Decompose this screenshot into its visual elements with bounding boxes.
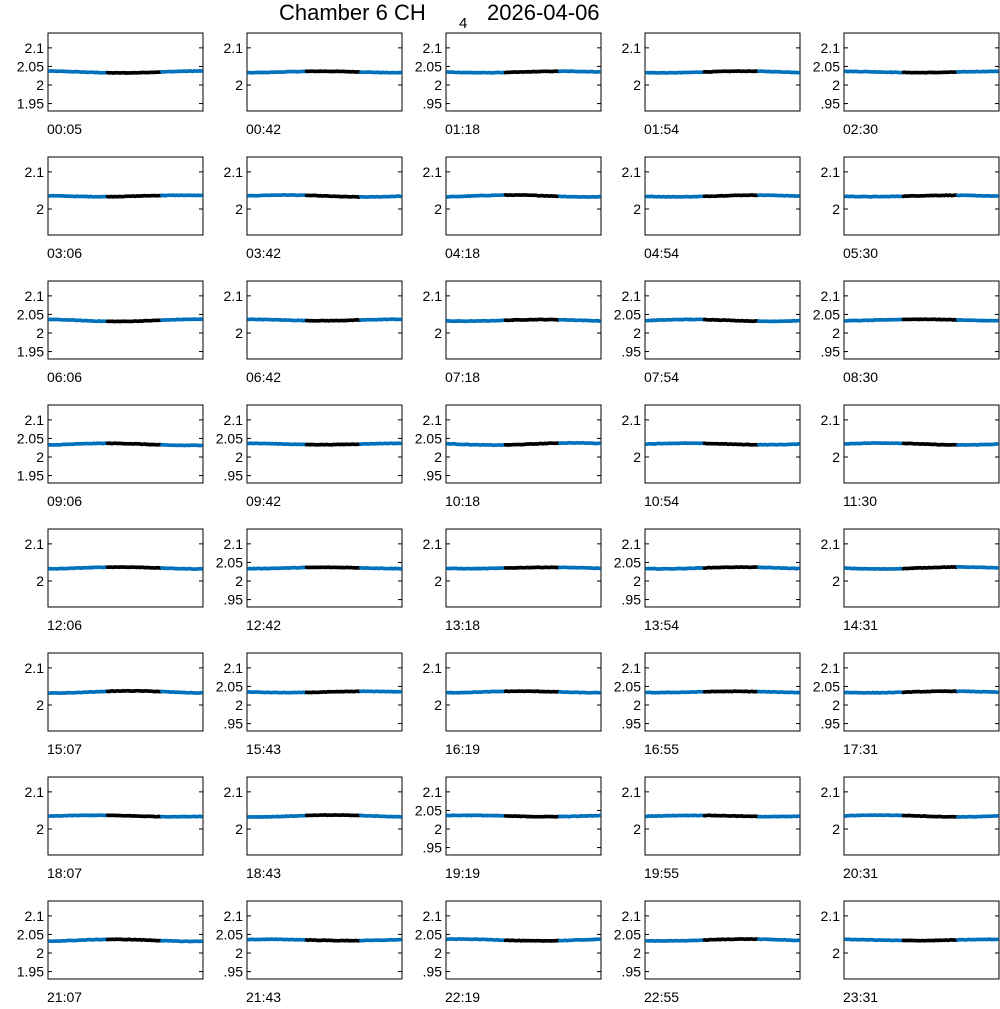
y-tick-label: 2 <box>832 201 840 217</box>
panel-time-label: 16:55 <box>644 741 680 757</box>
panel <box>821 901 999 1005</box>
data-point <box>796 691 800 695</box>
y-tick-label: 2 <box>36 325 44 341</box>
panel <box>224 33 402 137</box>
y-tick-label: 2 <box>832 573 840 589</box>
data-point <box>796 938 800 942</box>
y-tick-label: 2 <box>832 945 840 961</box>
panel-time-label: 21:43 <box>246 989 282 1005</box>
y-tick-label: 2.05 <box>613 926 641 943</box>
y-tick-label: 1.95 <box>16 467 44 484</box>
y-tick-label: 2.1 <box>621 907 641 924</box>
y-tick-label: 2.1 <box>621 39 641 56</box>
data-point <box>597 691 601 695</box>
data-point <box>597 814 601 818</box>
y-tick-label: 2.05 <box>16 926 44 943</box>
panel <box>622 777 800 881</box>
data-point <box>199 939 203 943</box>
y-tick-label: 2 <box>832 77 840 93</box>
panel-time-label: 01:18 <box>445 121 481 137</box>
chart-title-date: 2026-04-06 <box>487 0 600 25</box>
data-point <box>995 690 999 694</box>
data-point <box>597 567 601 571</box>
panel-time-label: 06:06 <box>47 369 83 385</box>
panel <box>821 405 999 509</box>
panel <box>423 157 601 261</box>
panel <box>216 405 402 509</box>
y-tick-label: 2.05 <box>812 58 840 75</box>
y-tick-label: 2.1 <box>223 659 243 676</box>
y-tick-label: 2 <box>633 697 641 713</box>
y-tick-label: 2.05 <box>613 306 641 323</box>
panel-time-label: 06:42 <box>246 369 282 385</box>
panel-time-label: 14:31 <box>843 617 879 633</box>
y-tick-label: 2.1 <box>24 907 44 924</box>
data-point <box>398 815 402 819</box>
data-point <box>597 70 601 74</box>
data-point <box>398 194 402 198</box>
y-tick-label: 2 <box>36 945 44 961</box>
y-tick-label: 2.1 <box>621 783 641 800</box>
data-point <box>995 442 999 446</box>
data-point <box>796 319 800 323</box>
y-tick-label: 2.1 <box>223 411 243 428</box>
y-tick-label: 2 <box>36 449 44 465</box>
y-tick-label: 2 <box>235 945 243 961</box>
y-tick-label: .95 <box>422 963 442 980</box>
y-tick-label: 2 <box>633 77 641 93</box>
chart-title-text: Chamber 6 CH <box>279 0 426 25</box>
panel <box>224 777 402 881</box>
data-point <box>199 69 203 73</box>
panel-time-label: 12:06 <box>47 617 83 633</box>
y-tick-label: 2.05 <box>414 430 442 447</box>
panel <box>415 405 601 509</box>
panel <box>17 405 203 509</box>
y-tick-label: 2.1 <box>820 287 840 304</box>
y-tick-label: 2.05 <box>812 306 840 323</box>
y-tick-label: 2 <box>434 325 442 341</box>
y-tick-label: 2 <box>36 697 44 713</box>
y-tick-label: .95 <box>820 95 840 112</box>
data-point <box>995 194 999 198</box>
chart-title-subscript: 4 <box>459 15 468 32</box>
panel-time-label: 04:54 <box>644 245 680 261</box>
panel <box>415 33 601 137</box>
y-tick-label: 2.05 <box>16 58 44 75</box>
y-tick-label: 1.95 <box>16 95 44 112</box>
panel-time-label: 19:55 <box>644 865 680 881</box>
y-tick-label: 2 <box>832 325 840 341</box>
data-point <box>796 71 800 75</box>
y-tick-label: 2.1 <box>621 535 641 552</box>
y-tick-label: 2.1 <box>422 163 442 180</box>
panel <box>17 33 203 137</box>
panel-time-label: 20:31 <box>843 865 879 881</box>
panel-time-label: 07:54 <box>644 369 680 385</box>
y-tick-label: 2.1 <box>223 907 243 924</box>
panel <box>17 281 203 385</box>
y-tick-label: 2 <box>434 697 442 713</box>
y-tick-label: 2.05 <box>414 926 442 943</box>
y-tick-label: 2.1 <box>621 411 641 428</box>
y-tick-label: 2.1 <box>422 659 442 676</box>
panel-time-label: 17:31 <box>843 741 879 757</box>
y-tick-label: 2.1 <box>820 907 840 924</box>
y-tick-label: 2 <box>235 77 243 93</box>
y-tick-label: 2.1 <box>422 287 442 304</box>
y-tick-label: 2 <box>235 697 243 713</box>
panel <box>813 281 999 385</box>
panel-time-label: 01:54 <box>644 121 680 137</box>
panel <box>25 777 203 881</box>
panel-time-label: 02:30 <box>843 121 879 137</box>
panel-time-label: 11:30 <box>843 493 877 509</box>
panel <box>821 777 999 881</box>
panel-time-label: 15:07 <box>47 741 83 757</box>
data-point <box>796 194 800 198</box>
y-tick-label: 2.1 <box>621 287 641 304</box>
data-point <box>995 814 999 818</box>
panel-time-label: 10:54 <box>644 493 680 509</box>
data-point <box>398 938 402 942</box>
panel <box>813 653 999 757</box>
y-tick-label: 2 <box>633 201 641 217</box>
y-tick-label: 2.1 <box>24 535 44 552</box>
data-point <box>398 318 402 322</box>
y-tick-label: 2.1 <box>820 783 840 800</box>
data-point <box>398 71 402 75</box>
panel <box>423 529 601 633</box>
y-tick-label: .95 <box>820 343 840 360</box>
panel <box>224 281 402 385</box>
panel-time-label: 18:07 <box>47 865 83 881</box>
y-tick-label: .95 <box>422 839 442 856</box>
data-point <box>199 193 203 197</box>
y-tick-label: 2.1 <box>621 163 641 180</box>
panel <box>423 653 601 757</box>
y-tick-label: 2.1 <box>223 287 243 304</box>
y-tick-label: 2.1 <box>422 535 442 552</box>
y-tick-label: 2 <box>434 821 442 837</box>
data-point <box>995 937 999 941</box>
y-tick-label: 2 <box>434 449 442 465</box>
panel <box>17 901 203 1005</box>
y-tick-label: .95 <box>621 963 641 980</box>
panel <box>216 901 402 1005</box>
panel-time-label: 22:55 <box>644 989 680 1005</box>
panel <box>25 529 203 633</box>
y-tick-label: 2.1 <box>24 163 44 180</box>
panel-time-label: 15:43 <box>246 741 282 757</box>
y-tick-label: 2 <box>633 821 641 837</box>
data-point <box>796 567 800 571</box>
data-point <box>398 567 402 571</box>
data-point <box>796 442 800 446</box>
panel <box>415 777 601 881</box>
data-point <box>199 567 203 571</box>
panel <box>821 157 999 261</box>
y-tick-label: 2.05 <box>215 554 243 571</box>
y-tick-label: 2 <box>36 573 44 589</box>
panel <box>614 901 800 1005</box>
panel <box>423 281 601 385</box>
panel-time-label: 13:18 <box>445 617 481 633</box>
panel-time-label: 00:05 <box>47 121 83 137</box>
data-point <box>597 441 601 445</box>
panel-time-label: 13:54 <box>644 617 680 633</box>
y-tick-label: 2.05 <box>16 430 44 447</box>
y-tick-label: 2.1 <box>24 783 44 800</box>
panel <box>622 33 800 137</box>
y-tick-label: 2.1 <box>621 659 641 676</box>
y-tick-label: 2.05 <box>414 802 442 819</box>
y-tick-label: 2 <box>36 821 44 837</box>
y-tick-label: 2.1 <box>223 39 243 56</box>
y-tick-label: 2 <box>434 201 442 217</box>
y-tick-label: .95 <box>820 715 840 732</box>
data-point <box>398 690 402 694</box>
panel-time-label: 03:42 <box>246 245 282 261</box>
panel <box>614 529 800 633</box>
y-tick-label: 2 <box>832 821 840 837</box>
y-tick-label: .95 <box>223 591 243 608</box>
y-tick-label: 2.1 <box>820 535 840 552</box>
y-tick-label: 2.1 <box>422 783 442 800</box>
data-point <box>995 566 999 570</box>
y-tick-label: 2 <box>36 77 44 93</box>
panel <box>216 529 402 633</box>
data-point <box>199 691 203 695</box>
data-point <box>796 814 800 818</box>
y-tick-label: 2 <box>434 945 442 961</box>
y-tick-label: .95 <box>422 95 442 112</box>
panel <box>813 33 999 137</box>
y-tick-label: 2 <box>235 449 243 465</box>
panel <box>25 157 203 261</box>
y-tick-label: 2.1 <box>422 907 442 924</box>
y-tick-label: 2 <box>832 697 840 713</box>
y-tick-label: 2.05 <box>613 554 641 571</box>
data-point <box>597 319 601 323</box>
y-tick-label: 2.05 <box>16 306 44 323</box>
panel-time-label: 18:43 <box>246 865 282 881</box>
data-point <box>597 195 601 199</box>
panel <box>25 653 203 757</box>
panel-time-label: 09:06 <box>47 493 83 509</box>
y-tick-label: 2 <box>434 573 442 589</box>
panel <box>614 653 800 757</box>
panel-time-label: 07:18 <box>445 369 481 385</box>
y-tick-label: 2 <box>633 573 641 589</box>
data-point <box>199 317 203 321</box>
panel-time-label: 05:30 <box>843 245 879 261</box>
panel-time-label: 23:31 <box>843 989 879 1005</box>
data-point <box>597 937 601 941</box>
y-tick-label: 2 <box>235 573 243 589</box>
data-point <box>995 70 999 74</box>
y-tick-label: 2.05 <box>414 58 442 75</box>
y-tick-label: 2.1 <box>223 163 243 180</box>
panel-time-label: 22:19 <box>445 989 481 1005</box>
panel <box>614 281 800 385</box>
y-tick-label: 2 <box>633 945 641 961</box>
y-tick-label: 2 <box>235 201 243 217</box>
y-tick-label: 2.1 <box>24 287 44 304</box>
y-tick-label: 2.1 <box>820 659 840 676</box>
panel-time-label: 00:42 <box>246 121 282 137</box>
y-tick-label: .95 <box>621 591 641 608</box>
y-tick-label: .95 <box>223 467 243 484</box>
data-point <box>398 442 402 446</box>
y-tick-label: 2 <box>832 449 840 465</box>
y-tick-label: 2.05 <box>215 926 243 943</box>
y-tick-label: 2.1 <box>820 39 840 56</box>
y-tick-label: .95 <box>223 715 243 732</box>
panel-time-label: 08:30 <box>843 369 879 385</box>
panel-time-label: 19:19 <box>445 865 481 881</box>
y-tick-label: 2.1 <box>24 659 44 676</box>
y-tick-label: 2.1 <box>223 783 243 800</box>
panel <box>821 529 999 633</box>
y-tick-label: 1.95 <box>16 963 44 980</box>
y-tick-label: 2 <box>633 325 641 341</box>
panel <box>622 405 800 509</box>
y-tick-label: 2.1 <box>24 39 44 56</box>
y-tick-label: 2.05 <box>613 678 641 695</box>
y-tick-label: 2 <box>36 201 44 217</box>
y-tick-label: 2.05 <box>215 430 243 447</box>
y-tick-label: 2 <box>434 77 442 93</box>
panel-time-label: 09:42 <box>246 493 282 509</box>
y-tick-label: 2.1 <box>422 39 442 56</box>
y-tick-label: 2 <box>235 821 243 837</box>
y-tick-label: 2.1 <box>223 535 243 552</box>
y-tick-label: 2.05 <box>812 678 840 695</box>
y-tick-label: 2.1 <box>24 411 44 428</box>
data-point <box>199 815 203 819</box>
y-tick-label: 2.1 <box>820 411 840 428</box>
panel-time-label: 10:18 <box>445 493 481 509</box>
panel <box>224 157 402 261</box>
y-tick-label: 2.1 <box>820 163 840 180</box>
panel <box>622 157 800 261</box>
y-tick-label: 2 <box>235 325 243 341</box>
panel-time-label: 21:07 <box>47 989 83 1005</box>
y-tick-label: 2 <box>633 449 641 465</box>
panel-time-label: 12:42 <box>246 617 282 633</box>
y-tick-label: 2.05 <box>215 678 243 695</box>
panel <box>216 653 402 757</box>
y-tick-label: .95 <box>422 467 442 484</box>
data-point <box>995 319 999 323</box>
panel-time-label: 04:18 <box>445 245 481 261</box>
panel-time-label: 03:06 <box>47 245 83 261</box>
y-tick-label: 1.95 <box>16 343 44 360</box>
y-tick-label: 2.1 <box>422 411 442 428</box>
y-tick-label: .95 <box>621 343 641 360</box>
data-point <box>199 444 203 448</box>
panel <box>415 901 601 1005</box>
y-tick-label: .95 <box>621 715 641 732</box>
y-tick-label: .95 <box>223 963 243 980</box>
panel-time-label: 16:19 <box>445 741 481 757</box>
